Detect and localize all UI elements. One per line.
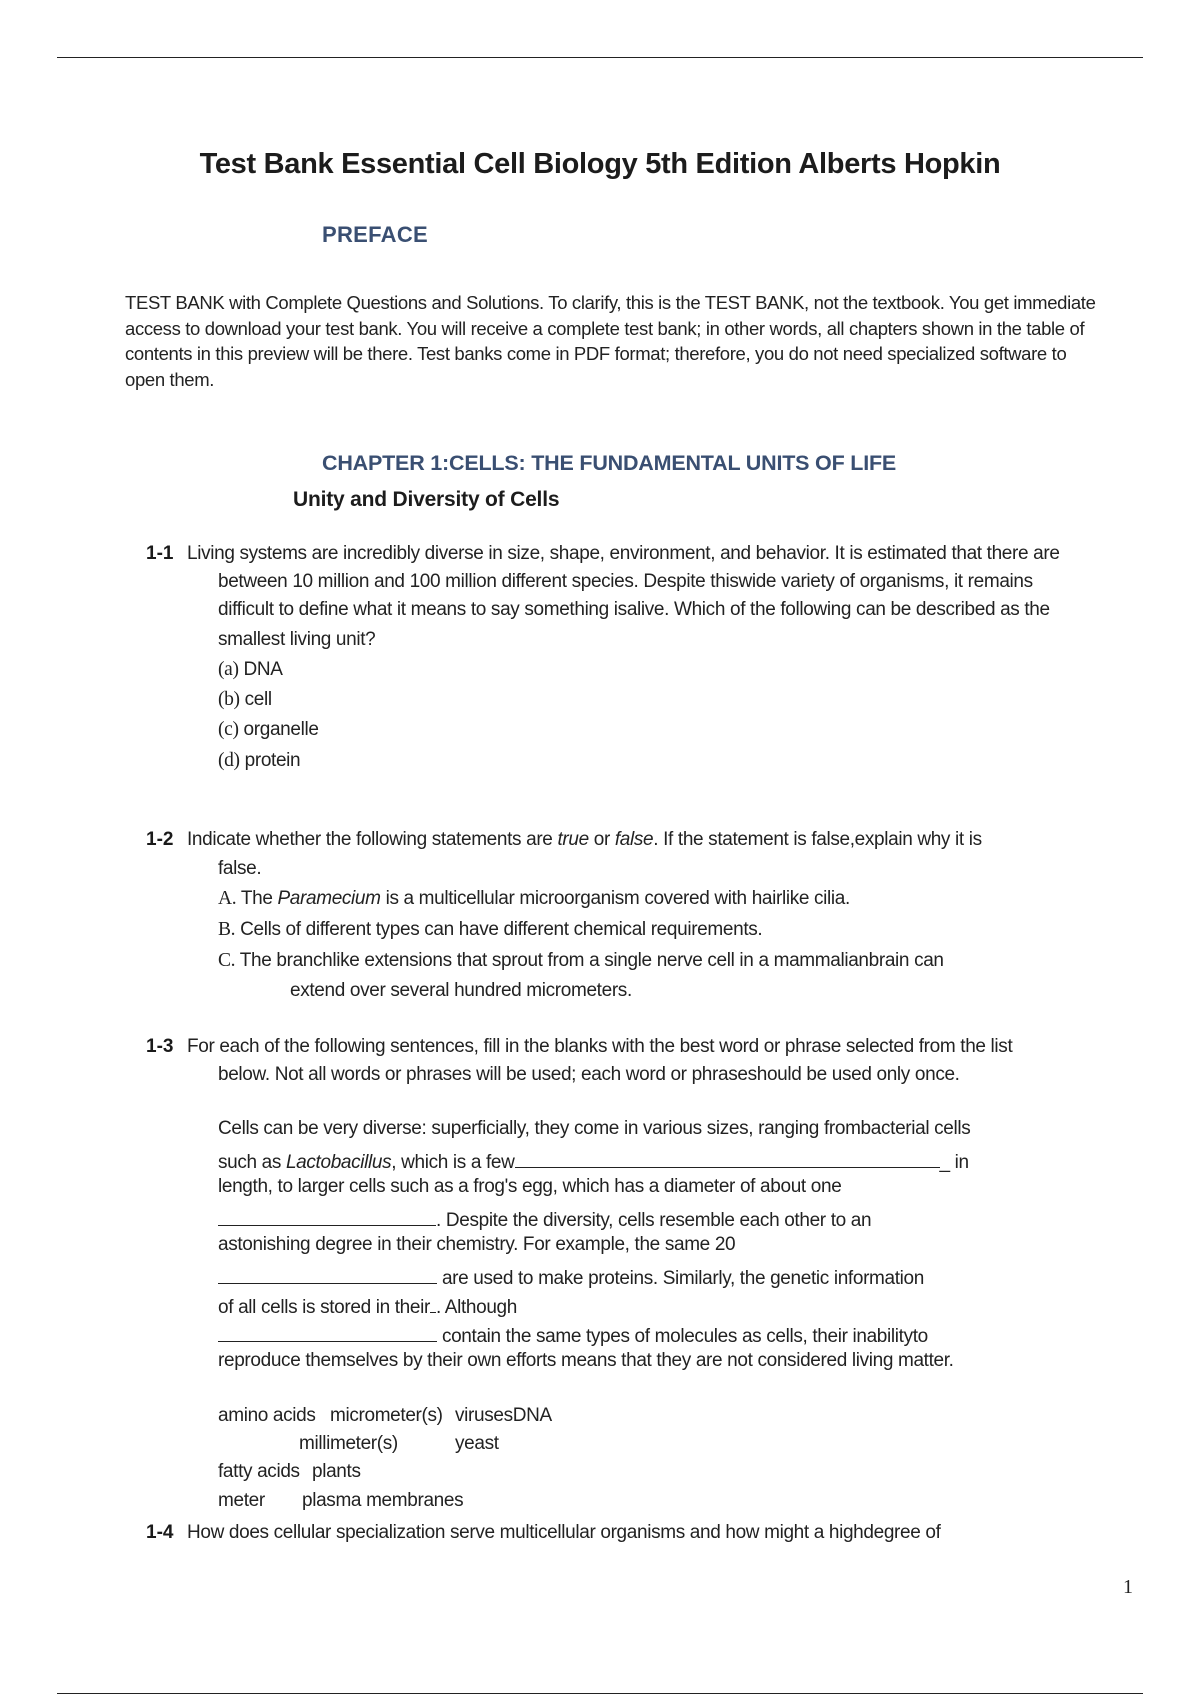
word-list-item: amino acids (218, 1405, 316, 1426)
italic-term: Paramecium (277, 888, 381, 909)
fill-in-line (218, 1205, 871, 1232)
word-list-item: virusesDNA (455, 1405, 552, 1426)
statement-b (218, 919, 762, 941)
top-rule (57, 57, 1143, 58)
text-run: or (588, 829, 615, 850)
fill-in-line: length, to larger cells such as a frog's egg, which has a diameter of about one (218, 1176, 842, 1197)
text-run: . Although (435, 1297, 517, 1318)
word-list-item: micrometer(s) (330, 1405, 443, 1426)
question-number: 1-1 (146, 543, 174, 564)
text-run: of all cells is stored in their (218, 1297, 430, 1318)
page-number: 1 (1123, 1576, 1133, 1598)
text-run: . If the statement is false,explain why it is (653, 829, 982, 850)
option-text: protein (244, 750, 301, 771)
fill-in-line (218, 1321, 928, 1348)
text-run: The (236, 888, 278, 909)
answer-option (218, 750, 300, 772)
option-text: organelle (243, 719, 319, 740)
option-letter: (b) (218, 689, 240, 710)
question-number: 1-4 (146, 1522, 174, 1543)
question-text-line: How does cellular specialization serve multicellular organisms and how might a highdegree of (187, 1522, 941, 1543)
statement-c (218, 950, 944, 972)
text-run: are used to make proteins. Similarly, the genetic information (441, 1268, 924, 1289)
statement-letter: C. (218, 950, 236, 971)
answer-option (218, 659, 283, 681)
question-text-line: difficult to define what it means to say something isalive. Which of the following can be described as the (218, 599, 1050, 620)
answer-blank[interactable] (218, 1205, 436, 1226)
statement-a (218, 888, 850, 910)
word-list-item: plasma membranes (302, 1490, 464, 1511)
bottom-rule (57, 1693, 1143, 1694)
word-list-item: fatty acids (218, 1461, 300, 1482)
italic-false: false (614, 829, 654, 850)
text-run: Cells of different types can have different chemical requirements. (235, 919, 763, 940)
intro-line: contents in this preview will be there. Test banks come in PDF format; therefore, you do not need specialized software to (125, 343, 1067, 364)
fill-in-line: Cells can be very diverse: superficially, they come in various sizes, ranging frombacterial cells (218, 1118, 971, 1139)
fill-in-line: astonishing degree in their chemistry. For example, the same 20 (218, 1234, 736, 1255)
italic-true: true (557, 829, 589, 850)
intro-line: access to download your test bank. You will receive a complete test bank; in other words, all chapters shown in the table of (125, 317, 1085, 339)
question-number: 1-3 (146, 1036, 174, 1057)
option-text: DNA (243, 659, 283, 680)
option-letter: (a) (218, 659, 239, 680)
statement-letter: A. (218, 888, 237, 909)
statement-letter: B. (218, 919, 236, 940)
answer-option (218, 719, 319, 741)
question-text-line: For each of the following sentences, fill in the blanks with the best word or phrase selected from the list (187, 1036, 1013, 1057)
question-text-line: Living systems are incredibly diverse in size, shape, environment, and behavior. It is estimated that there are (187, 543, 1060, 564)
chapter-heading: CHAPTER 1:CELLS: THE FUNDAMENTAL UNITS OF LIFE (322, 451, 897, 475)
intro-line: TEST BANK with Complete Questions and Solutions. To clarify, this is the TEST BANK, not the textbook. You get immediate (125, 292, 1096, 313)
text-run: , which is a few (391, 1152, 515, 1173)
question-text-line: false. (218, 858, 262, 879)
question-text-line: below. Not all words or phrases will be used; each word or phraseshould be used only once. (218, 1064, 960, 1085)
text-run: The branchlike extensions that sprout from a single nerve cell in a mammalianbrain can (235, 950, 944, 971)
answer-option (218, 689, 272, 711)
question-text-line: between 10 million and 100 million different species. Despite thiswide variety of organisms, it remains (218, 571, 1033, 592)
answer-blank[interactable] (515, 1147, 940, 1168)
question-text-line: smallest living unit? (218, 629, 376, 650)
text-run: _ in (939, 1152, 969, 1173)
intro-line: open them. (125, 368, 215, 390)
text-run: Indicate whether the following statements are (187, 829, 558, 850)
fill-in-line: reproduce themselves by their own efforts means that they are not considered living matter. (218, 1350, 954, 1371)
option-text: cell (244, 689, 272, 710)
preface-heading: PREFACE (322, 222, 429, 247)
statement-c-continued: extend over several hundred micrometers. (290, 980, 632, 1001)
fill-in-line (218, 1263, 924, 1290)
text-run: . Despite the diversity, cells resemble each other to an (436, 1210, 872, 1231)
word-list-item: meter (218, 1490, 265, 1511)
word-list-item: plants (312, 1461, 361, 1482)
italic-term: Lactobacillus (285, 1152, 392, 1173)
section-heading: Unity and Diversity of Cells (293, 488, 560, 511)
fill-in-line (218, 1292, 517, 1319)
answer-blank[interactable] (218, 1321, 437, 1342)
intro-paragraph (125, 290, 1135, 392)
fill-in-line (218, 1147, 969, 1174)
option-letter: (c) (218, 719, 239, 740)
option-letter: (d) (218, 750, 240, 771)
answer-blank[interactable] (218, 1263, 437, 1284)
word-list-item: yeast (455, 1433, 499, 1454)
text-run: is a multicellular microorganism covered with hairlike cilia. (380, 888, 850, 909)
word-list-item: millimeter(s) (299, 1433, 398, 1454)
question-number: 1-2 (146, 829, 174, 850)
text-run: such as (218, 1152, 286, 1173)
document-title: Test Bank Essential Cell Biology 5th Edition Alberts Hopkin (199, 148, 1001, 180)
text-run: contain the same types of molecules as cells, their inabilityto (441, 1326, 928, 1347)
question-text-line (187, 829, 982, 851)
